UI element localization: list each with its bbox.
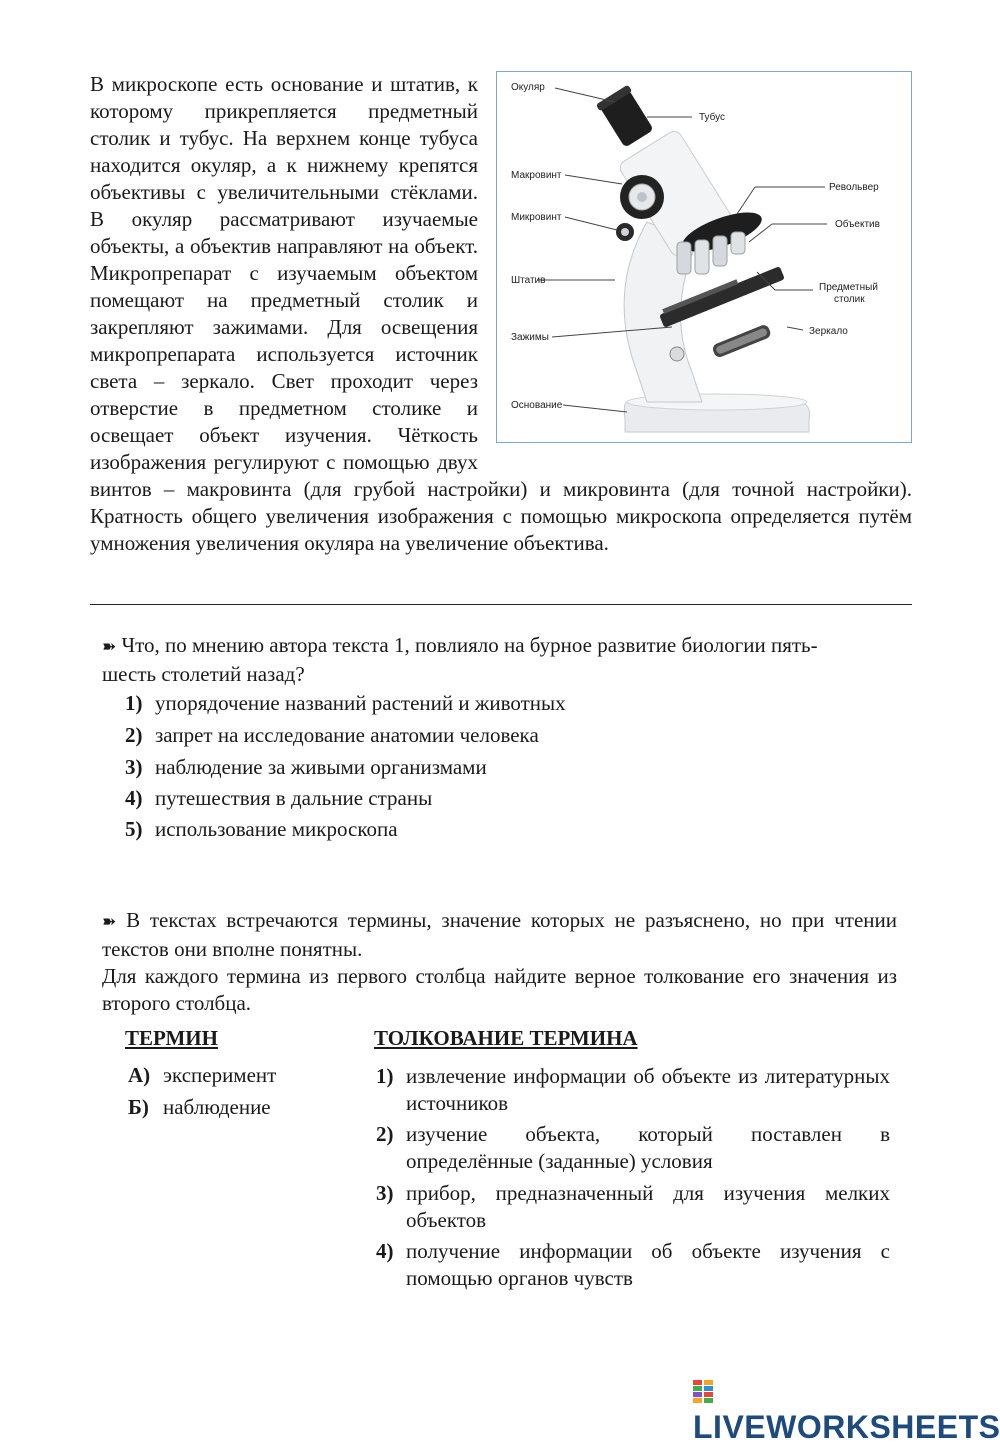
q1-option-5[interactable]: 5) использование микроскопа <box>125 817 398 841</box>
intro-paragraph <box>90 71 912 557</box>
label-tubus: Тубус <box>699 112 726 123</box>
intro-text: В микроскопе есть основание и штатив, к которому прикрепляется предметный столик и тубус. На верхнем конце тубуса находится окуляр, а к нижнему крепятся объективы с увеличительными стёклами. В окуляр рассматривают изучаемые объекты, а объектив направляют на объект. Микропрепарат с изучаемым объектом помещают на предметный столик и закрепляют зажимами. Для освещения микропрепарата используется источник света – зеркало. Свет проходит через отверстие в предметном столике и освещает объект изучения. Чёткость изображения регулируют с помощью двух винтов – макровинта (для грубой настройки) и микровинта (для точной настройки). Кратность общего увеличения изображения с помощью микроскопа определяется путём умножения увеличения окуляра на увеличение объектива. <box>90 72 912 555</box>
label-obektiv: Объектив <box>835 219 880 230</box>
label-mikrovint: Микровинт <box>511 212 562 223</box>
definition-4: 4) получение информации об объекте изучения с помощью органов чувств <box>376 1239 890 1290</box>
label-okular: Окуляр <box>511 82 545 93</box>
q1-option-1[interactable]: 1) упорядочение названий растений и животных <box>125 691 566 715</box>
q1-option-2[interactable]: 2) запрет на исследование анатомии человека <box>125 723 539 747</box>
question-1-text: Что, по мнению автора текста 1, повлияло на бурное развитие биологии пять-шесть столетий назад? <box>102 633 818 686</box>
logo-grid-icon <box>693 1380 713 1404</box>
microscope-figure <box>496 71 912 443</box>
arrow-marker-icon: ➽ <box>102 637 117 657</box>
label-zerkalo: Зеркало <box>809 326 848 337</box>
definition-column-header: ТОЛКОВАНИЕ ТЕРМИНА <box>374 1026 638 1050</box>
term-column-header: ТЕРМИН <box>125 1026 218 1050</box>
question-2 <box>102 907 897 1017</box>
liveworksheets-logo: LIVEWORKSHEETS <box>693 1372 1000 1446</box>
q1-option-4[interactable]: 4) путешествия в дальние страны <box>125 786 433 810</box>
label-makrovint: Макровинт <box>511 170 562 181</box>
question-2-instruction: Для каждого термина из первого столбца найдите верное толкование его значения из второго столбца. <box>102 964 897 1015</box>
divider-line <box>90 604 912 605</box>
definition-2: 2) изучение объекта, который поставлен в определённые (заданные) условия <box>376 1122 890 1173</box>
question-2-text: В текстах встречаются термины, значение которых не разъяснено, но при чтении текстов они вполне понятны. <box>102 908 898 961</box>
term-a: А) эксперимент <box>128 1063 277 1087</box>
label-stolik-1: Предметный <box>819 282 878 293</box>
definition-3: 3) прибор, предназначенный для изучения мелких объектов <box>376 1181 890 1232</box>
definition-1: 1) извлечение информации об объекте из литературных источников <box>376 1064 890 1115</box>
q1-option-3[interactable]: 3) наблюдение за живыми организмами <box>125 755 487 779</box>
label-stolik-2: столик <box>834 294 865 305</box>
label-zazhimy: Зажимы <box>511 332 549 343</box>
label-revolver: Револьвер <box>829 182 879 193</box>
label-shtativ: Штатив <box>511 275 546 286</box>
arrow-marker-icon: ➽ <box>102 912 117 932</box>
question-1 <box>102 632 862 688</box>
microscope-diagram <box>497 72 911 442</box>
term-b: Б) наблюдение <box>128 1095 271 1119</box>
label-osnovanie: Основание <box>511 400 563 411</box>
